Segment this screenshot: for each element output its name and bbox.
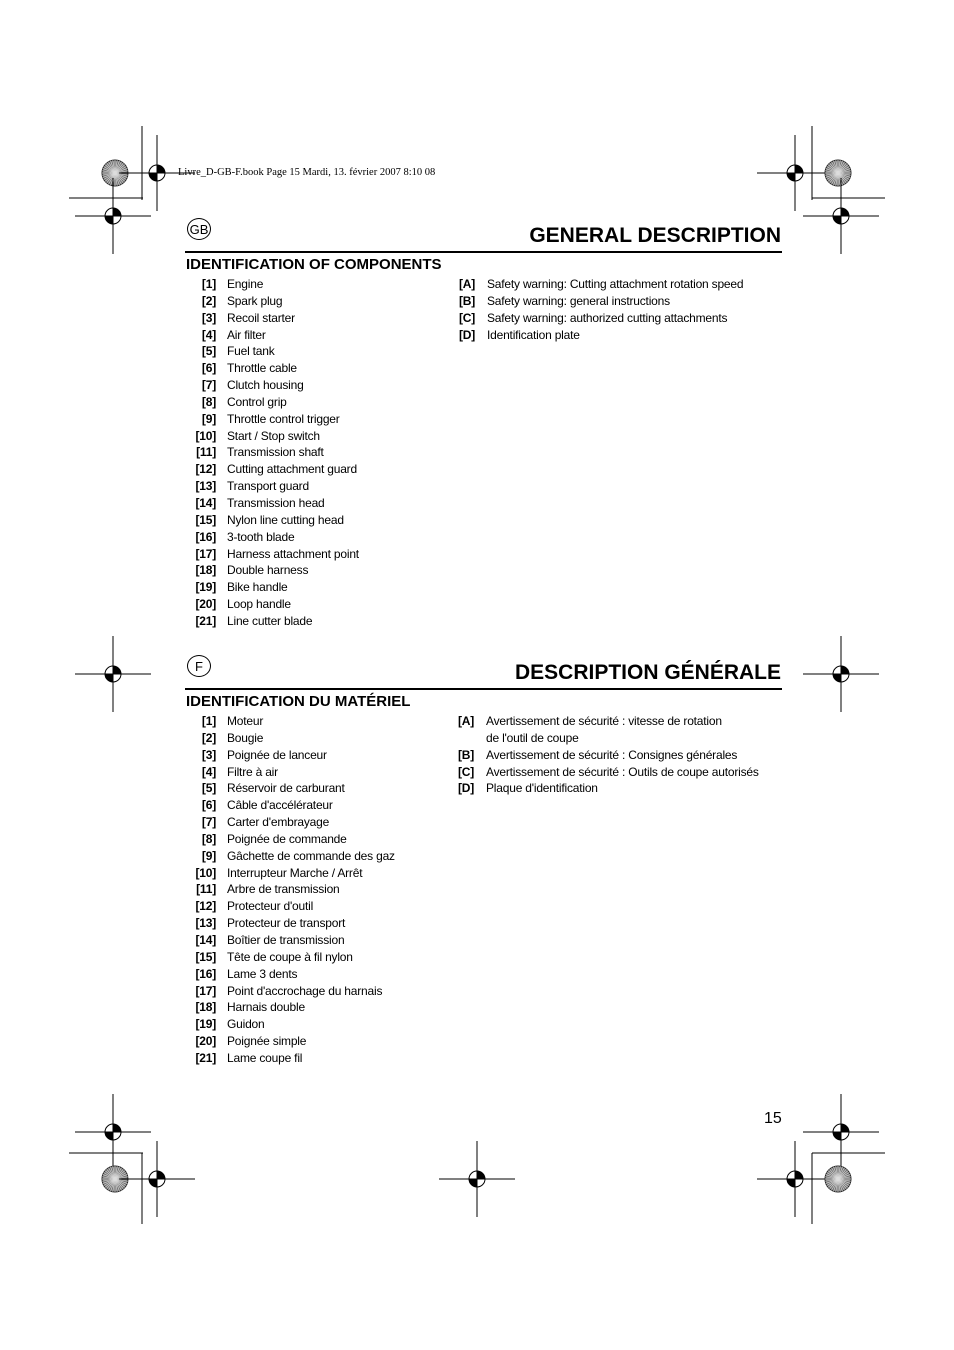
item-label: Lame coupe fil bbox=[227, 1050, 303, 1065]
list-item bbox=[186, 949, 446, 966]
crosshair-mark-icon bbox=[75, 636, 151, 712]
item-number: [9] bbox=[201, 411, 216, 426]
list-item bbox=[458, 780, 788, 797]
list-item bbox=[459, 276, 789, 293]
item-number: [6] bbox=[201, 361, 216, 376]
item-label: 3-tooth blade bbox=[227, 529, 295, 544]
list-item bbox=[186, 764, 446, 781]
item-label: Fuel tank bbox=[227, 344, 275, 359]
list-item bbox=[186, 293, 446, 310]
item-label: Carter d'embrayage bbox=[227, 815, 330, 830]
item-number: [15] bbox=[195, 949, 216, 964]
section-rule-gb bbox=[185, 251, 782, 253]
item-label: Poignée de commande bbox=[227, 831, 347, 846]
item-number: [B] bbox=[459, 293, 476, 308]
item-number: [5] bbox=[201, 781, 216, 796]
item-number: [13] bbox=[195, 916, 216, 931]
components-list-gb bbox=[186, 276, 446, 630]
list-item bbox=[186, 898, 446, 915]
list-item bbox=[186, 966, 446, 983]
item-label: Harnais double bbox=[227, 1000, 305, 1015]
item-label: Filtre à air bbox=[227, 764, 278, 779]
starburst-mark-icon bbox=[825, 160, 851, 186]
item-label: Boîtier de transmission bbox=[227, 932, 345, 947]
section-title-gb: GENERAL DESCRIPTION bbox=[529, 224, 781, 247]
list-item bbox=[186, 780, 446, 797]
item-label: Spark plug bbox=[227, 293, 283, 308]
item-number: [3] bbox=[201, 747, 216, 762]
item-label: Identification plate bbox=[487, 327, 580, 342]
item-number: [18] bbox=[195, 1000, 216, 1015]
item-number: [7] bbox=[201, 378, 216, 393]
item-number: [2] bbox=[201, 293, 216, 308]
list-item bbox=[186, 276, 446, 293]
print-header-line: Livre_D-GB-F.book Page 15 Mardi, 13. février 2007 8:10 08 bbox=[178, 167, 436, 178]
list-item bbox=[186, 999, 446, 1016]
item-number: [2] bbox=[201, 730, 216, 745]
item-label: Safety warning: general instructions bbox=[487, 293, 670, 308]
item-label: Harness attachment point bbox=[227, 546, 359, 561]
components-list-f bbox=[186, 713, 446, 1067]
item-label: Avertissement de sécurité : Consignes générales bbox=[486, 747, 738, 762]
item-number: [10] bbox=[195, 865, 216, 880]
list-item bbox=[186, 327, 446, 344]
item-label: Air filter bbox=[227, 327, 266, 342]
item-number: [14] bbox=[195, 932, 216, 947]
starburst-mark-icon bbox=[825, 1166, 851, 1192]
item-label: Transmission head bbox=[227, 495, 325, 510]
item-number: [D] bbox=[459, 327, 476, 342]
item-number: [19] bbox=[195, 1017, 216, 1032]
item-label: Safety warning: authorized cutting attachments bbox=[487, 310, 728, 325]
item-label: Plaque d'identification bbox=[486, 781, 598, 796]
item-number: [20] bbox=[195, 597, 216, 612]
item-label: Clutch housing bbox=[227, 378, 304, 393]
item-number: [7] bbox=[201, 815, 216, 830]
item-label: Guidon bbox=[227, 1017, 265, 1032]
item-number: [5] bbox=[201, 344, 216, 359]
item-number: [21] bbox=[195, 613, 216, 628]
crosshair-mark-icon bbox=[119, 1141, 195, 1217]
item-number: [1] bbox=[201, 714, 216, 728]
list-item bbox=[458, 713, 788, 730]
item-label: Arbre de transmission bbox=[227, 882, 340, 897]
item-number: [4] bbox=[201, 327, 216, 342]
item-number: [B] bbox=[458, 747, 475, 762]
list-item bbox=[186, 579, 446, 596]
list-item bbox=[459, 310, 789, 327]
list-item bbox=[186, 343, 446, 360]
item-label: Protecteur de transport bbox=[227, 916, 346, 931]
item-number: [4] bbox=[201, 764, 216, 779]
item-label: Double harness bbox=[227, 563, 309, 578]
item-label: Câble d'accélérateur bbox=[227, 798, 333, 813]
item-number: [19] bbox=[195, 580, 216, 595]
item-number: [6] bbox=[201, 798, 216, 813]
list-item bbox=[186, 831, 446, 848]
item-label: Tête de coupe à fil nylon bbox=[227, 949, 353, 964]
item-label: Throttle cable bbox=[227, 361, 297, 376]
language-badge-gb: GB bbox=[187, 218, 211, 240]
crosshair-mark-icon bbox=[803, 178, 879, 254]
list-item bbox=[186, 428, 446, 445]
item-label: Bougie bbox=[227, 730, 264, 745]
item-number: [A] bbox=[459, 277, 476, 291]
item-label: Safety warning: Cutting attachment rotation speed bbox=[487, 277, 744, 291]
item-label: Poignée simple bbox=[227, 1034, 307, 1049]
item-number: [21] bbox=[195, 1050, 216, 1065]
item-number: [9] bbox=[201, 848, 216, 863]
list-item bbox=[186, 377, 446, 394]
crosshair-mark-icon bbox=[75, 178, 151, 254]
item-number: [C] bbox=[459, 310, 476, 325]
page-number: 15 bbox=[764, 1110, 782, 1127]
item-number: [14] bbox=[195, 495, 216, 510]
warnings-list-gb bbox=[459, 276, 789, 343]
item-number: [1] bbox=[201, 277, 216, 291]
list-item bbox=[186, 865, 446, 882]
item-number: [10] bbox=[195, 428, 216, 443]
item-number: [11] bbox=[196, 882, 216, 897]
item-number: [D] bbox=[458, 781, 475, 796]
item-label: Transport guard bbox=[227, 479, 309, 494]
item-label: Throttle control trigger bbox=[227, 411, 340, 426]
crosshair-mark-icon bbox=[439, 1141, 515, 1217]
item-number: [8] bbox=[201, 831, 216, 846]
list-item bbox=[186, 713, 446, 730]
warnings-list-f bbox=[458, 713, 788, 797]
section-rule-f bbox=[185, 688, 782, 690]
list-item bbox=[458, 730, 788, 747]
item-label: Transmission shaft bbox=[227, 445, 324, 460]
list-item bbox=[186, 915, 446, 932]
item-label: Engine bbox=[227, 277, 264, 291]
item-number: [12] bbox=[195, 899, 216, 914]
item-label: Start / Stop switch bbox=[227, 428, 320, 443]
item-number: [20] bbox=[195, 1034, 216, 1049]
list-item bbox=[186, 512, 446, 529]
item-number: [8] bbox=[201, 394, 216, 409]
item-label: Point d'accrochage du harnais bbox=[227, 983, 383, 998]
list-item bbox=[186, 983, 446, 1000]
item-number: [16] bbox=[195, 966, 216, 981]
list-item bbox=[186, 478, 446, 495]
list-item bbox=[186, 1050, 446, 1067]
list-item bbox=[186, 881, 446, 898]
crosshair-mark-icon bbox=[757, 1141, 833, 1217]
list-item bbox=[186, 495, 446, 512]
item-number: [13] bbox=[195, 479, 216, 494]
list-item bbox=[186, 411, 446, 428]
item-number: [11] bbox=[196, 445, 216, 460]
list-item bbox=[186, 848, 446, 865]
item-label: Loop handle bbox=[227, 597, 291, 612]
item-number: [17] bbox=[195, 546, 216, 561]
list-item bbox=[186, 1016, 446, 1033]
list-item bbox=[459, 327, 789, 344]
list-item bbox=[458, 764, 788, 781]
item-label: Nylon line cutting head bbox=[227, 512, 344, 527]
list-item bbox=[186, 394, 446, 411]
item-number: [18] bbox=[195, 563, 216, 578]
item-label: Avertissement de sécurité : Outils de coupe autorisés bbox=[486, 764, 759, 779]
crosshair-mark-icon bbox=[803, 636, 879, 712]
list-item bbox=[186, 814, 446, 831]
list-item bbox=[186, 932, 446, 949]
list-item bbox=[186, 360, 446, 377]
list-item bbox=[186, 1033, 446, 1050]
list-item bbox=[458, 747, 788, 764]
item-label: Réservoir de carburant bbox=[227, 781, 345, 796]
item-label: Cutting attachment guard bbox=[227, 462, 357, 477]
crosshair-mark-icon bbox=[75, 1094, 151, 1170]
language-badge-f: F bbox=[187, 655, 211, 677]
section-title-f: DESCRIPTION GÉNÉRALE bbox=[514, 661, 781, 684]
item-label: Line cutter blade bbox=[227, 613, 313, 628]
list-item bbox=[186, 562, 446, 579]
list-item bbox=[186, 596, 446, 613]
item-label: Protecteur d'outil bbox=[227, 899, 314, 914]
item-number: [A] bbox=[458, 714, 475, 728]
list-item bbox=[459, 293, 789, 310]
item-number: [15] bbox=[195, 512, 216, 527]
item-label: Avertissement de sécurité : vitesse de rotation bbox=[486, 714, 722, 728]
item-number: [17] bbox=[195, 983, 216, 998]
crosshair-mark-icon bbox=[803, 1094, 879, 1170]
item-number: [C] bbox=[458, 764, 475, 779]
list-item bbox=[186, 529, 446, 546]
item-label: Control grip bbox=[227, 394, 287, 409]
item-label: Poignée de lanceur bbox=[227, 747, 327, 762]
list-item bbox=[186, 613, 446, 630]
item-label: Interrupteur Marche / Arrêt bbox=[227, 865, 363, 880]
item-number: [12] bbox=[195, 462, 216, 477]
item-number: [3] bbox=[201, 310, 216, 325]
item-label: Bike handle bbox=[227, 580, 288, 595]
item-label: Lame 3 dents bbox=[227, 966, 298, 981]
list-item bbox=[186, 461, 446, 478]
item-number: [16] bbox=[195, 529, 216, 544]
list-item bbox=[186, 730, 446, 747]
subheading-gb: IDENTIFICATION OF COMPONENTS bbox=[186, 256, 442, 273]
list-item bbox=[186, 444, 446, 461]
list-item bbox=[186, 797, 446, 814]
item-label: de l'outil de coupe bbox=[486, 730, 579, 745]
item-label: Recoil starter bbox=[227, 310, 295, 325]
list-item bbox=[186, 747, 446, 764]
item-label: Moteur bbox=[227, 714, 264, 728]
list-item bbox=[186, 546, 446, 563]
item-label: Gâchette de commande des gaz bbox=[227, 848, 395, 863]
crosshair-mark-icon bbox=[757, 135, 833, 211]
subheading-f: IDENTIFICATION DU MATÉRIEL bbox=[186, 693, 411, 710]
list-item bbox=[186, 310, 446, 327]
